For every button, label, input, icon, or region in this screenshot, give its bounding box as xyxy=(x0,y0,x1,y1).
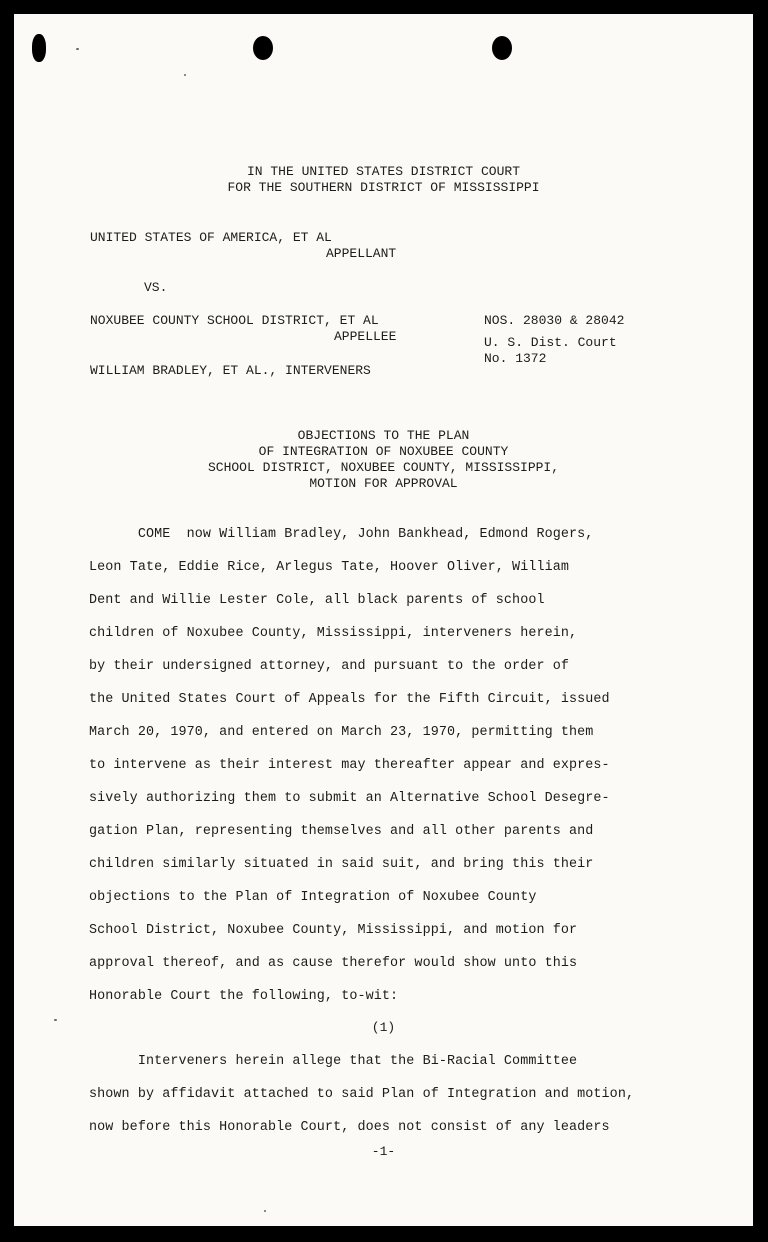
title-line-4: MOTION FOR APPROVAL xyxy=(309,476,458,491)
body-line: shown by affidavit attached to said Plan of Integration and motion, xyxy=(89,1087,635,1102)
court-name-line-2: FOR THE SOUTHERN DISTRICT OF MISSISSIPPI xyxy=(227,180,540,195)
defendant-role: APPELLEE xyxy=(334,329,397,344)
body-line: the United States Court of Appeals for the Fifth Circuit, issued xyxy=(89,692,610,707)
body-line: now before this Honorable Court, does not consist of any leaders xyxy=(89,1120,610,1135)
punch-hole-center xyxy=(253,36,273,60)
page-number: -1- xyxy=(371,1144,396,1159)
body-line: Dent and Willie Lester Cole, all black parents of school xyxy=(89,593,545,608)
body-line: Leon Tate, Eddie Rice, Arlegus Tate, Hoover Oliver, William xyxy=(89,560,570,575)
body-line: Interveners herein allege that the Bi-Racial Committee xyxy=(89,1054,578,1069)
plaintiff: UNITED STATES OF AMERICA, ET AL xyxy=(90,230,332,245)
district-court-label: U. S. Dist. Court xyxy=(484,335,617,350)
body-line: sively authorizing them to submit an Alternative School Desegre- xyxy=(89,791,610,806)
body-line: by their undersigned attorney, and pursuant to the order of xyxy=(89,659,570,674)
body-line: School District, Noxubee County, Mississippi, and motion for xyxy=(89,923,578,938)
body-line: objections to the Plan of Integration of Noxubee County xyxy=(89,890,537,905)
document-page xyxy=(14,14,753,1226)
body-line: March 20, 1970, and entered on March 23, 1970, permitting them xyxy=(89,725,594,740)
body-line: Honorable Court the following, to-wit: xyxy=(89,989,399,1004)
case-numbers: NOS. 28030 & 28042 xyxy=(484,313,625,328)
court-name-line-1: IN THE UNITED STATES DISTRICT COURT xyxy=(246,164,521,179)
punch-hole-left xyxy=(32,34,46,62)
section-number: (1) xyxy=(371,1020,396,1035)
versus: VS. xyxy=(144,280,168,295)
defendant: NOXUBEE COUNTY SCHOOL DISTRICT, ET AL xyxy=(90,313,379,328)
title-line-3: SCHOOL DISTRICT, NOXUBEE COUNTY, MISSISSIPPI, xyxy=(207,460,560,475)
body-line: gation Plan, representing themselves and all other parents and xyxy=(89,824,594,839)
body-line: approval thereof, and as cause therefor would show unto this xyxy=(89,956,578,971)
body-line: children of Noxubee County, Mississippi, interveners herein, xyxy=(89,626,578,641)
title-line-1: OBJECTIONS TO THE PLAN xyxy=(297,428,470,443)
interveners: WILLIAM BRADLEY, ET AL., INTERVENERS xyxy=(90,363,371,378)
punch-hole-right xyxy=(492,36,512,60)
district-court-number: No. 1372 xyxy=(484,351,547,366)
body-line: children similarly situated in said suit, and bring this their xyxy=(89,857,594,872)
body-line: to intervene as their interest may thereafter appear and expres- xyxy=(89,758,610,773)
plaintiff-role: APPELLANT xyxy=(326,246,397,261)
title-line-2: OF INTEGRATION OF NOXUBEE COUNTY xyxy=(258,444,509,459)
body-line: COME now William Bradley, John Bankhead, Edmond Rogers, xyxy=(89,527,594,542)
